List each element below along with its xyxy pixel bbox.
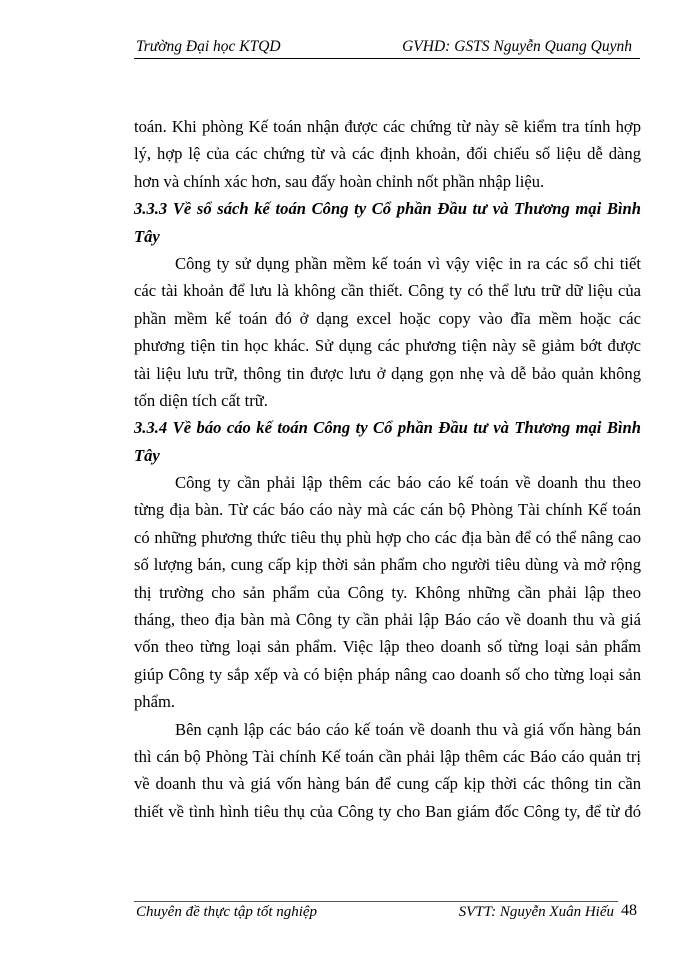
section-heading-line: 3.3.3 Về sổ sách kế toán Công ty Cổ phần Đầu tư và Thương mại Bình bbox=[134, 199, 641, 219]
text-line: vốn theo từng loại sản phẩm. Việc lập theo doanh số từng loại sản phẩm bbox=[134, 637, 641, 657]
header-advisor: GVHD: GSTS Nguyễn Quang Quynh bbox=[402, 38, 632, 55]
section-heading-line: Tây bbox=[134, 445, 160, 465]
text-line: Công ty cần phải lập thêm các báo cáo kế toán về doanh thu theo bbox=[175, 473, 641, 493]
text-line: phương tiện tin học khác. Sử dụng các phương tiện này sẽ giảm bớt được bbox=[134, 336, 641, 356]
text-line: thì cán bộ Phòng Tài chính Kế toán cần phải lập thêm các Báo cáo quản trị bbox=[134, 746, 641, 766]
text-line: Công ty sử dụng phần mềm kế toán vì vậy việc in ra các sổ chi tiết bbox=[175, 253, 641, 273]
text-line: các tài khoản để lưu là không cần thiết. Công ty có thể lưu trữ dữ liệu của bbox=[134, 281, 641, 301]
text-line: lý, hợp lệ của các chứng từ và các định khoản, đối chiếu số liệu dễ dàng bbox=[134, 144, 641, 164]
text-line: từng địa bàn. Từ các báo cáo này mà các cán bộ Phòng Tài chính Kế toán bbox=[134, 500, 641, 520]
page-number: 48 bbox=[621, 902, 637, 919]
section-heading-line: Tây bbox=[134, 226, 160, 246]
page-footer bbox=[134, 901, 618, 924]
text-line: tháng, theo địa bàn mà Công ty cần phải lập Báo cáo về doanh thu và giá bbox=[134, 610, 641, 630]
text-line: giúp Công ty sắp xếp và có biện pháp nâng cao doanh số cho từng loại sản bbox=[134, 664, 641, 684]
footer-student: SVTT: Nguyễn Xuân Hiếu bbox=[458, 904, 614, 920]
footer-title: Chuyên đề thực tập tốt nghiệp bbox=[136, 904, 318, 920]
text-line: có những phương thức tiêu thụ phù hợp cho các địa bàn để có thể nâng cao bbox=[134, 527, 641, 547]
text-line: hơn và chính xác hơn, sau đấy hoàn chỉnh nốt phần nhập liệu. bbox=[134, 171, 545, 191]
text-line: thiết về tình hình tiêu thụ của Công ty cho Ban giám đốc Công ty, để từ đó bbox=[134, 801, 641, 821]
text-line: Bên cạnh lập các báo cáo kế toán về doanh thu và giá vốn hàng bán bbox=[175, 719, 641, 739]
header-school: Trường Đại học KTQD bbox=[136, 38, 281, 55]
text-line: toán. Khi phòng Kế toán nhận được các chứng từ này sẽ kiểm tra tính hợp bbox=[134, 117, 641, 136]
body-text bbox=[134, 113, 641, 825]
text-line: về doanh thu và giá vốn hàng bán để cung cấp kịp thời các thông tin cần bbox=[134, 774, 641, 794]
page-header bbox=[134, 36, 640, 59]
text-line: phần mềm kế toán đó ở dạng excel hoặc copy vào đĩa mềm hoặc các bbox=[134, 308, 641, 328]
text-line: số lượng bán, cung cấp kịp thời sản phẩm cho người tiêu dùng và mở rộng bbox=[134, 555, 641, 575]
text-line: phẩm. bbox=[134, 692, 176, 712]
text-line: tốn diện tích cất trữ. bbox=[134, 390, 268, 410]
section-heading-line: 3.3.4 Về báo cáo kế toán Công ty Cổ phần Đầu tư và Thương mại Bình bbox=[134, 418, 641, 438]
text-line: thị trường cho sản phẩm của Công ty. Không những cần phải lập theo bbox=[134, 582, 641, 602]
text-line: tài liệu lưu trữ, thông tin được lưu ở dạng gọn nhẹ và dễ bảo quản không bbox=[134, 363, 641, 383]
